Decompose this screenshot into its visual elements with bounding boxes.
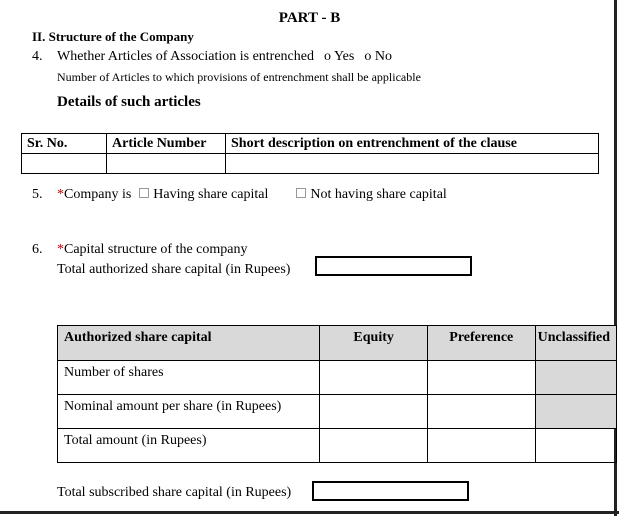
col-short-description: Short description on entrenchment of the clause — [226, 134, 599, 154]
col-article-number: Article Number — [107, 134, 226, 154]
row-label: Nominal amount per share (in Rupees) — [58, 395, 320, 429]
required-mark: * — [57, 242, 64, 257]
unclassified-input[interactable] — [535, 429, 616, 463]
col-equity: Equity — [320, 326, 428, 361]
col-unclassified: Unclassified — [535, 326, 616, 361]
preference-input[interactable] — [427, 361, 535, 395]
preference-input[interactable] — [427, 429, 535, 463]
page-frame-bottom — [0, 511, 619, 514]
table-row — [58, 395, 617, 429]
question-4 — [32, 49, 392, 65]
article-number-input[interactable] — [107, 154, 226, 174]
col-preference: Preference — [427, 326, 535, 361]
part-title: PART - B — [278, 10, 341, 26]
option-having-share-capital: Having share capital — [153, 187, 269, 202]
radio-no[interactable]: o No — [364, 49, 392, 64]
subscribed-capital-input[interactable] — [312, 481, 469, 501]
checkbox-having-share-capital[interactable] — [139, 188, 149, 198]
subscribed-capital-label: Total subscribed share capital (in Rupees) — [57, 485, 292, 500]
details-heading: Details of such articles — [57, 94, 201, 110]
articles-table — [21, 133, 599, 174]
option-not-having-share-capital: Not having share capital — [310, 187, 447, 202]
col-authorized-share-capital: Authorized share capital — [58, 326, 320, 361]
question-number: 6. — [32, 242, 43, 257]
required-mark: * — [57, 187, 64, 202]
unclassified-cell — [535, 395, 616, 429]
table-row — [22, 154, 599, 174]
question-label: Whether Articles of Association is entrenched — [57, 49, 314, 64]
table-row — [58, 361, 617, 395]
question-5 — [32, 187, 447, 203]
table-header-row — [22, 134, 599, 154]
question-label: Company is — [64, 187, 132, 202]
preference-input[interactable] — [427, 395, 535, 429]
radio-yes[interactable]: o Yes — [323, 49, 355, 64]
question-number: 4. — [32, 49, 43, 64]
row-label: Number of shares — [58, 361, 320, 395]
question-label: Capital structure of the company — [64, 242, 248, 257]
table-header-row — [58, 326, 617, 361]
authorized-capital-label: Total authorized share capital (in Rupees) — [57, 262, 291, 277]
question-number: 5. — [32, 187, 43, 202]
authorized-capital-input[interactable] — [315, 256, 472, 276]
table-row — [58, 429, 617, 463]
equity-input[interactable] — [320, 429, 428, 463]
short-description-input[interactable] — [226, 154, 599, 174]
col-sr-no: Sr. No. — [22, 134, 107, 154]
capital-table — [57, 325, 617, 463]
unclassified-cell — [535, 361, 616, 395]
entrenchment-count-label: Number of Articles to which provisions of entrenchment shall be applicable — [57, 70, 421, 84]
section-heading: II. Structure of the Company — [32, 29, 194, 44]
row-label: Total amount (in Rupees) — [58, 429, 320, 463]
sr-no-input[interactable] — [22, 154, 107, 174]
question-6 — [32, 242, 248, 258]
equity-input[interactable] — [320, 361, 428, 395]
checkbox-not-having-share-capital[interactable] — [296, 188, 306, 198]
equity-input[interactable] — [320, 395, 428, 429]
